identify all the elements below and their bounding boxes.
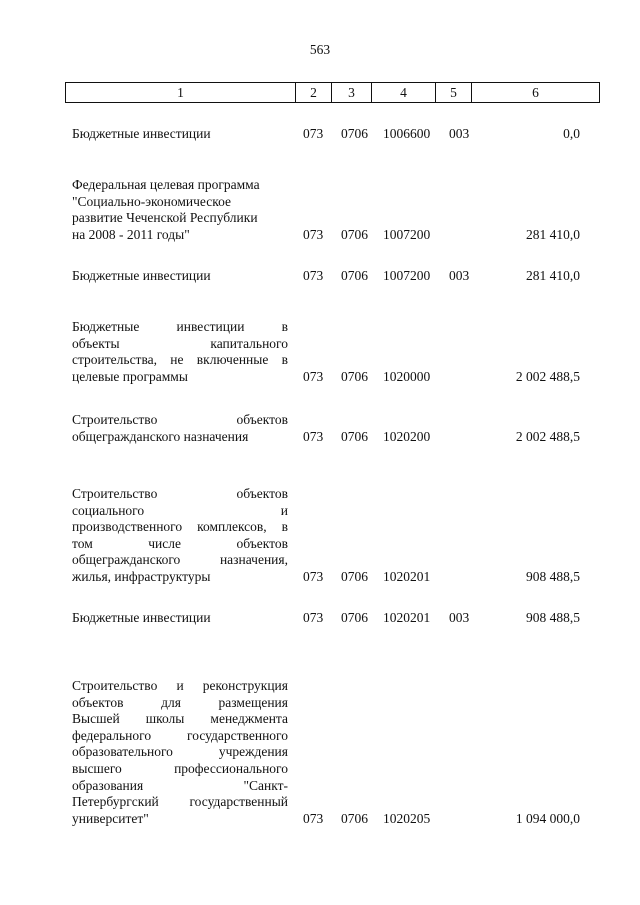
description-line: Бюджетные инвестиции	[72, 610, 211, 625]
description-line: Высшей школы менеджмента	[72, 711, 288, 727]
cell-col3: 0706	[341, 569, 368, 584]
description-line: развитие Чеченской Республики	[72, 210, 258, 226]
cell-col6: 908 488,5	[526, 610, 580, 625]
cell-col2: 073	[303, 268, 324, 283]
row-description	[72, 319, 288, 385]
description-line: социального и	[72, 502, 288, 518]
description-line: том числе объектов	[72, 535, 288, 551]
description-line: Федеральная целевая программа	[72, 177, 260, 192]
column-header-5: 5	[436, 83, 472, 103]
cell-col3: 0706	[341, 811, 368, 826]
row-description	[72, 678, 288, 827]
cell-col5: 003	[449, 610, 470, 625]
cell-col3: 0706	[341, 268, 368, 283]
cell-col2: 073	[303, 569, 324, 584]
description-line: Строительство объектов	[72, 412, 288, 427]
cell-col2: 073	[303, 811, 324, 826]
cell-col3: 0706	[341, 429, 368, 444]
description-line: целевые программы	[72, 368, 188, 384]
row-description	[72, 412, 288, 445]
cell-col2: 073	[303, 610, 324, 625]
row-description	[72, 126, 288, 143]
cell-col5: 003	[449, 268, 470, 283]
cell-col6: 281 410,0	[526, 227, 580, 242]
row-description	[72, 610, 288, 627]
description-line: производственного комплексов, в	[72, 519, 288, 535]
row-description	[72, 268, 288, 285]
cell-col2: 073	[303, 126, 324, 141]
description-line: Петербургский государственный	[72, 794, 288, 810]
cell-col6: 908 488,5	[526, 569, 580, 584]
cell-col4: 1020200	[383, 429, 431, 444]
description-line: общегражданского назначения,	[72, 552, 288, 568]
cell-col6: 281 410,0	[526, 268, 580, 283]
cell-col4: 1020000	[383, 369, 431, 384]
column-header-3: 3	[332, 83, 372, 103]
cell-col6: 1 094 000,0	[515, 811, 580, 826]
cell-col2: 073	[303, 429, 324, 444]
column-header-4: 4	[372, 83, 436, 103]
description-line: образования "Санкт-	[72, 777, 288, 793]
description-line: общегражданского назначения	[72, 428, 249, 444]
cell-col3: 0706	[341, 126, 368, 141]
description-line: университет"	[72, 810, 149, 826]
description-line: Бюджетные инвестиции в	[72, 319, 288, 334]
description-line: образовательного учреждения	[72, 744, 288, 760]
description-line: объектов для размещения	[72, 694, 288, 710]
description-line: федерального государственного	[72, 727, 288, 743]
column-header-1: 1	[66, 83, 296, 103]
description-line: жилья, инфраструктуры	[72, 568, 211, 584]
description-line: высшего профессионального	[72, 760, 288, 776]
cell-col6: 2 002 488,5	[515, 369, 580, 384]
description-line: Бюджетные инвестиции	[72, 268, 211, 283]
cell-col3: 0706	[341, 610, 368, 625]
cell-col5: 003	[449, 126, 470, 141]
column-header-table	[65, 82, 600, 103]
cell-col6: 2 002 488,5	[515, 429, 580, 444]
row-description	[72, 486, 288, 586]
description-line: строительства, не включенные в	[72, 352, 288, 368]
cell-col3: 0706	[341, 369, 368, 384]
cell-col2: 073	[303, 227, 324, 242]
cell-col4: 1020201	[383, 610, 431, 625]
cell-col6: 0,0	[563, 126, 580, 141]
cell-col2: 073	[303, 369, 324, 384]
column-header-2: 2	[296, 83, 332, 103]
column-header-6: 6	[472, 83, 600, 103]
cell-col4: 1007200	[383, 227, 431, 242]
description-line: Строительство и реконструкция	[72, 678, 288, 693]
cell-col4: 1020201	[383, 569, 431, 584]
cell-col3: 0706	[341, 227, 368, 242]
description-line: "Социально-экономическое	[72, 193, 231, 209]
column-header-row	[66, 83, 600, 103]
description-line: Строительство объектов	[72, 486, 288, 501]
page-number: 563	[309, 42, 331, 57]
cell-col4: 1006600	[383, 126, 431, 141]
cell-col4: 1007200	[383, 268, 431, 283]
description-line: Бюджетные инвестиции	[72, 126, 211, 141]
row-description	[72, 177, 288, 243]
description-line: на 2008 - 2011 годы"	[72, 226, 190, 242]
description-line: объекты капитального	[72, 335, 288, 351]
cell-col4: 1020205	[383, 811, 431, 826]
